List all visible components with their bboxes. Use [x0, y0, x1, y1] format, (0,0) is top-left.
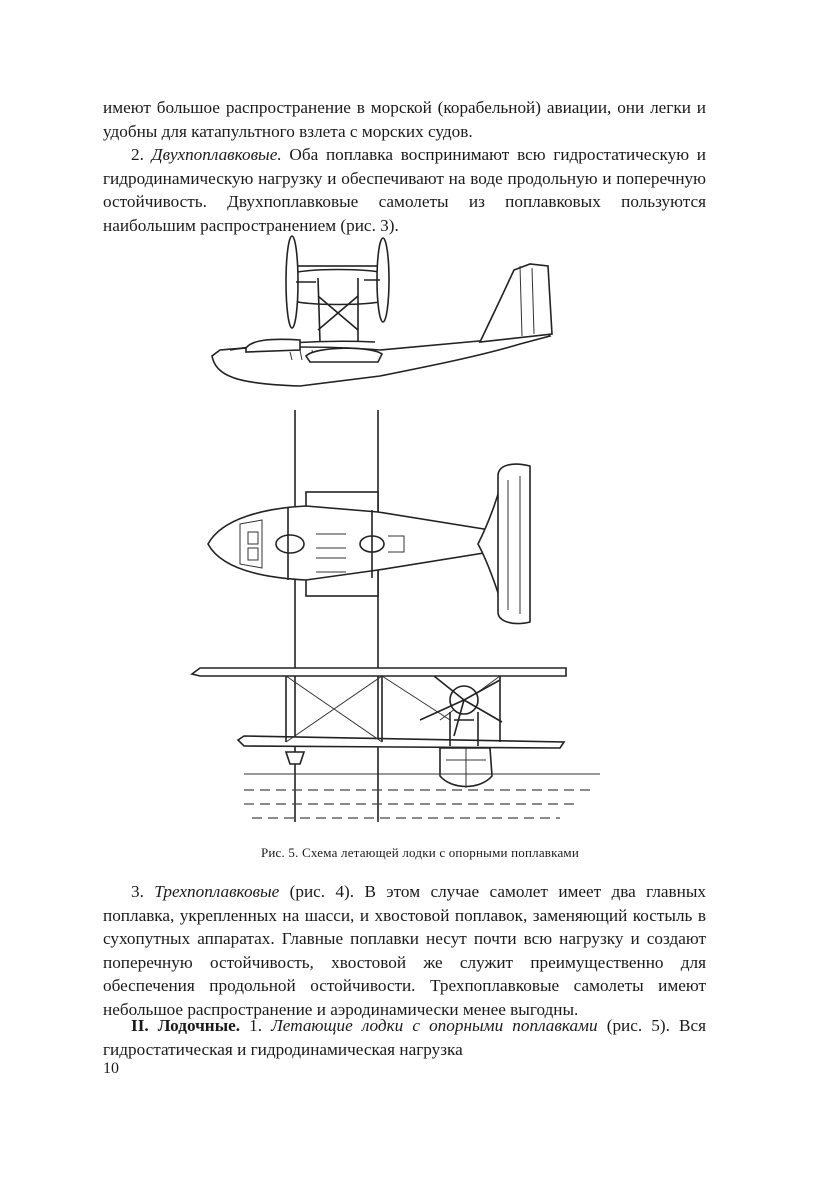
item-number: 3. — [131, 882, 144, 901]
term-twin-float: Двухпоплавковые. — [151, 145, 282, 164]
paragraph-text: Оба поплавка воспринимают всю гидростатическую и гидродинамическую нагрузку и обеспечивают на воде продольную и поперечную остойчивость. Двухпоплавковые самолеты из поплавковых пользуются наибольшим распространением (рис. 3). — [103, 145, 706, 235]
term-flying-boats: Летающие лодки с опорными поплавками — [271, 1016, 598, 1035]
item-number: 1. — [240, 1016, 263, 1035]
item-number: 2. — [131, 145, 144, 164]
paragraph-text: имеют большое распространение в морской (корабельной) авиации, они легки и удобны для катапультного взлета с морских судов. — [103, 98, 706, 141]
page-number: 10 — [103, 1060, 119, 1077]
paragraph-text: (рис. 4). В этом случае самолет имеет два главных поплавка, укрепленных на шасси, и хвостовой поплавок, заменяющий костыль в сухопутных аппаратах. Главные поплавки несут почти всю нагрузку и создают поперечную остойчивость, хвостовой же служит преимущественно для обеспечения продольной остойчивости. Трехпоплавковые самолеты имеют небольшое распространение и аэродинамически менее выгодны. — [103, 882, 706, 1019]
paragraph-triple-float — [103, 880, 706, 1022]
paragraph-boats — [103, 1014, 706, 1061]
paragraph-text: (рис. 5). Вся гидростатическая и гидродинамическая нагрузка — [103, 1016, 706, 1059]
term-triple-float: Трехпоплавковые — [154, 882, 280, 901]
front-view-drawing — [192, 668, 600, 818]
side-view-drawing — [212, 236, 552, 386]
figure-caption: Рис. 5. Схема летающей лодки с опорными поплавками — [260, 845, 580, 860]
section-heading-boats: II. Лодочные. — [131, 1016, 241, 1035]
